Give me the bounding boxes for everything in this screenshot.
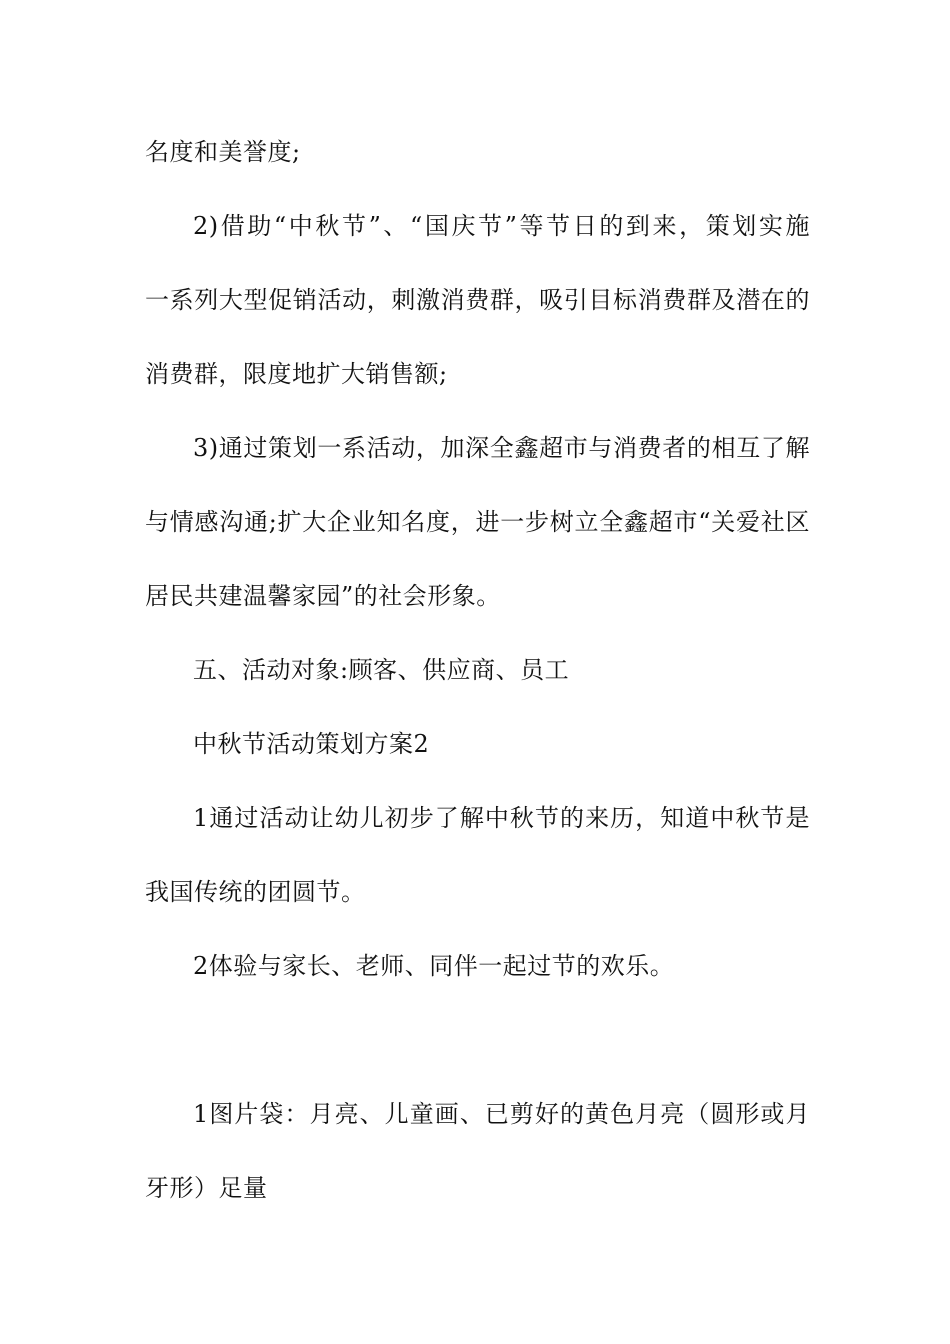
paragraph-line: 居民共建温馨家园”的社会形象。	[145, 582, 501, 610]
paragraph-line: 牙形）足量	[145, 1174, 268, 1202]
section-heading: 五、活动对象:顾客、供应商、员工	[193, 656, 570, 684]
paragraph-line: 消费群，限度地扩大销售额;	[145, 360, 448, 388]
paragraph-line: 名度和美誉度;	[145, 138, 301, 166]
paragraph-line: 2)借助“中秋节”、“国庆节”等节日的到来，策划实施	[193, 212, 810, 240]
paragraph-line: 1通过活动让幼儿初步了解中秋节的来历，知道中秋节是	[193, 804, 810, 832]
paragraph-line: 2体验与家长、老师、同伴一起过节的欢乐。	[193, 952, 675, 980]
paragraph-line: 与情感沟通;扩大企业知名度，进一步树立全鑫超市“关爱社区	[145, 508, 810, 536]
paragraph-line: 我国传统的团圆节。	[145, 878, 366, 906]
document-title: 中秋节活动策划方案2	[193, 730, 430, 758]
paragraph-line: 1图片袋：月亮、儿童画、已剪好的黄色月亮（圆形或月	[193, 1100, 810, 1128]
paragraph-line: 一系列大型促销活动，刺激消费群，吸引目标消费群及潜在的	[145, 286, 810, 314]
paragraph-line: 3)通过策划一系活动，加深全鑫超市与消费者的相互了解	[193, 434, 810, 462]
